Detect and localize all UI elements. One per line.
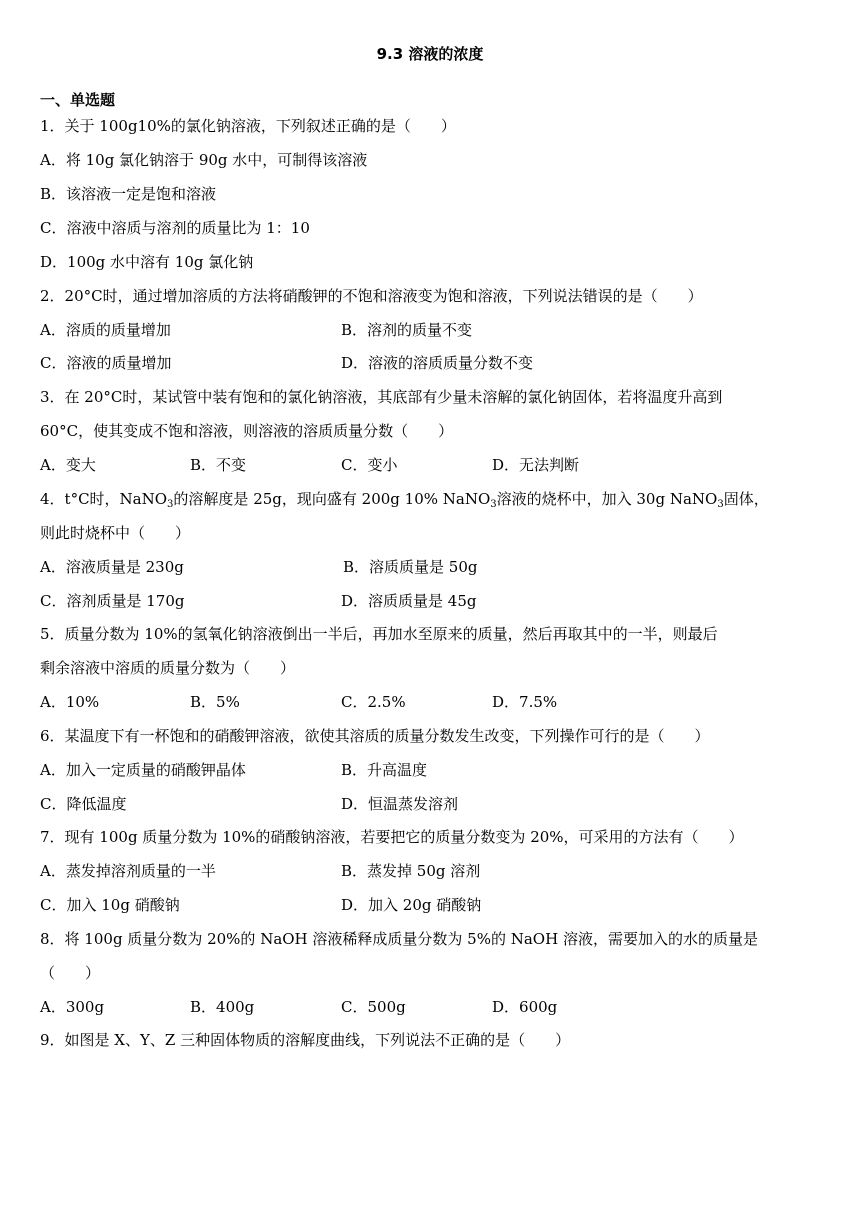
q6-option-a[interactable]: A．加入一定质量的硝酸钾晶体 [40, 761, 246, 779]
q3-option-b[interactable]: B．不变 [190, 456, 247, 474]
q6-option-b[interactable]: B．升高温度 [341, 761, 428, 779]
q4-stem-part1: 4．t°C时，NaNO [40, 490, 168, 508]
q1-option-a[interactable]: A．将 10g 氯化钠溶于 90g 水中，可制得该溶液 [40, 151, 368, 169]
q8-stem-line1: 8．将 100g 质量分数为 20%的 NaOH 溶液稀释成质量分数为 5%的 NaOH 溶液，需要加入的水的质量是 [40, 930, 758, 948]
q1-option-d[interactable]: D．100g 水中溶有 10g 氯化钠 [40, 253, 254, 271]
q5-stem-line1: 5．质量分数为 10%的氢氧化钠溶液倒出一半后，再加水至原来的质量，然后再取其中的一半，则最后 [40, 625, 718, 643]
q5-option-c[interactable]: C．2.5% [341, 693, 406, 711]
q4-subscript-1: 3 [167, 499, 174, 510]
q2-option-a[interactable]: A．溶质的质量增加 [40, 321, 171, 339]
q3-stem-line1: 3．在 20°C时，某试管中装有饱和的氯化钠溶液，其底部有少量未溶解的氯化钠固体，若将温度升高到 [40, 388, 723, 406]
q8-option-b[interactable]: B．400g [190, 998, 255, 1016]
q4-stem-line1 [40, 489, 769, 509]
q3-option-a[interactable]: A．变大 [40, 456, 96, 474]
q3-stem-line2: 60°C，使其变成不饱和溶液，则溶液的溶质质量分数（ ） [40, 422, 454, 440]
q4-subscript-3: 3 [717, 499, 724, 510]
q2-stem: 2．20°C时，通过增加溶质的方法将硝酸钾的不饱和溶液变为饱和溶液，下列说法错误的是（ ） [40, 287, 703, 305]
q5-stem-line2: 剩余溶液中溶质的质量分数为（ ） [40, 659, 296, 677]
q4-option-d[interactable]: D．溶质质量是 45g [341, 592, 477, 610]
q7-option-c[interactable]: C．加入 10g 硝酸钠 [40, 896, 180, 914]
q3-option-c[interactable]: C．变小 [341, 456, 398, 474]
q4-stem-part2: 的溶解度是 25g，现向盛有 200g 10% NaNO [173, 490, 491, 508]
q4-option-a[interactable]: A．溶液质量是 230g [40, 558, 184, 576]
q7-option-a[interactable]: A．蒸发掉溶剂质量的一半 [40, 862, 216, 880]
q4-option-c[interactable]: C．溶剂质量是 170g [40, 592, 185, 610]
q3-option-d[interactable]: D．无法判断 [492, 456, 580, 474]
section-heading: 一、单选题 [40, 91, 116, 109]
q6-option-d[interactable]: D．恒温蒸发溶剂 [341, 795, 459, 813]
q7-option-d[interactable]: D．加入 20g 硝酸钠 [341, 896, 482, 914]
q8-option-a[interactable]: A．300g [40, 998, 105, 1016]
q4-option-b[interactable]: B．溶质质量是 50g [343, 558, 478, 576]
q1-option-c[interactable]: C．溶液中溶质与溶剂的质量比为 1：10 [40, 219, 310, 237]
q7-stem: 7．现有 100g 质量分数为 10%的硝酸钠溶液，若要把它的质量分数变为 20%，可采用的方法有（ ） [40, 828, 744, 846]
q4-stem-part3: 溶液的烧杯中，加入 30g NaNO [496, 490, 718, 508]
q7-option-b[interactable]: B．蒸发掉 50g 溶剂 [341, 862, 481, 880]
q4-subscript-2: 3 [490, 499, 497, 510]
q8-option-c[interactable]: C．500g [341, 998, 406, 1016]
page-title: 9.3 溶液的浓度 [376, 45, 484, 63]
q4-stem-part4: 固体， [723, 490, 769, 508]
q2-option-b[interactable]: B．溶剂的质量不变 [341, 321, 473, 339]
q5-option-b[interactable]: B．5% [190, 693, 240, 711]
q6-option-c[interactable]: C．降低温度 [40, 795, 127, 813]
q5-option-d[interactable]: D．7.5% [492, 693, 558, 711]
q4-stem-line2: 则此时烧杯中（ ） [40, 524, 191, 542]
q2-option-c[interactable]: C．溶液的质量增加 [40, 354, 172, 372]
q8-option-d[interactable]: D．600g [492, 998, 558, 1016]
q2-option-d[interactable]: D．溶液的溶质质量分数不变 [341, 354, 534, 372]
q6-stem: 6．某温度下有一杯饱和的硝酸钾溶液，欲使其溶质的质量分数发生改变，下列操作可行的是（ ） [40, 727, 710, 745]
q5-option-a[interactable]: A．10% [40, 693, 100, 711]
q1-option-b[interactable]: B．该溶液一定是饱和溶液 [40, 185, 217, 203]
q8-stem-line2: （ ） [40, 964, 101, 982]
q9-stem: 9．如图是 X、Y、Z 三种固体物质的溶解度曲线，下列说法不正确的是（ ） [40, 1031, 571, 1049]
q1-stem: 1．关于 100g10%的氯化钠溶液，下列叙述正确的是（ ） [40, 117, 456, 135]
